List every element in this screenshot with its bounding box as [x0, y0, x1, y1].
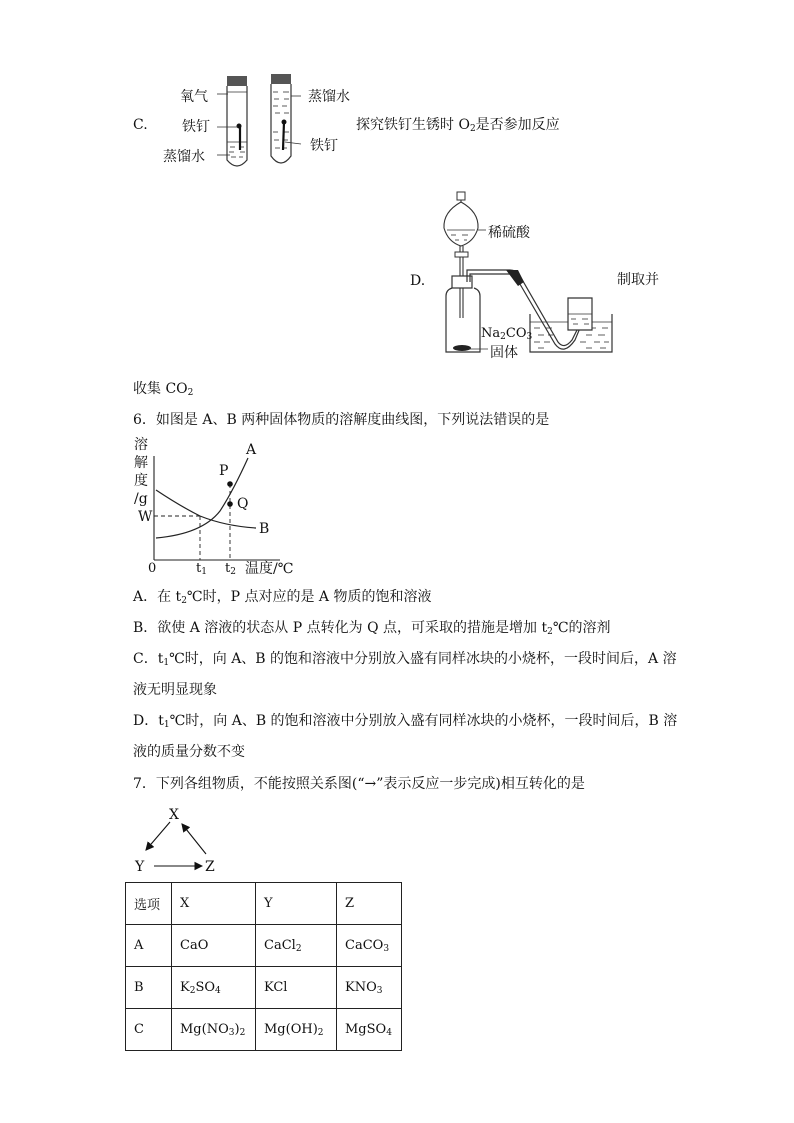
- gas-generation-apparatus: [440, 190, 625, 362]
- option-d-letter: D.: [410, 273, 426, 289]
- table-row: [126, 925, 402, 967]
- options-table: [125, 882, 402, 1051]
- option-d-description-part1: 制取并: [617, 272, 659, 288]
- right-tube: [271, 84, 291, 163]
- x-axis-label: 温度/℃: [245, 561, 294, 577]
- question-6-option-d-line2: 液的质量分数不变: [133, 744, 245, 760]
- table-cell-y: KCl: [256, 967, 337, 1009]
- table-header-cell: Z: [337, 883, 402, 925]
- question-6-option-c-line2: 液无明显现象: [133, 682, 217, 698]
- table-cell-option: B: [126, 967, 172, 1009]
- question-7-stem: 7．下列各组物质，不能按照关系图(“→”表示反应一步完成)相互转化的是: [133, 776, 585, 792]
- table-cell-x: $Mg(NO_3)_2$: [172, 1009, 256, 1051]
- label-curve-a: A: [246, 442, 257, 458]
- label-w: W: [138, 509, 153, 525]
- label-water-left: 蒸馏水: [163, 149, 205, 165]
- question-6-option-c-line1: C．$t_1℃$时，向 A、B 的饱和溶液中分别放入盛有同样冰块的小烧杯，一段时间后，A 溶: [133, 651, 677, 668]
- table-cell-z: CaCO$_3$: [337, 925, 402, 967]
- right-nail: [283, 122, 284, 150]
- table-header-cell: Y: [256, 883, 337, 925]
- node-x: X: [169, 807, 179, 823]
- table-row: [126, 967, 402, 1009]
- label-t1: $t_1$: [196, 561, 207, 577]
- table-header-cell: 选项: [126, 883, 172, 925]
- right-tube-water: [273, 92, 289, 148]
- arrow-z-to-x: [182, 824, 206, 854]
- option-d-description-part2: 收集 $CO_2$: [133, 381, 194, 398]
- label-solid: 固体: [490, 345, 518, 361]
- label-t2: $t_2$: [225, 561, 236, 577]
- label-curve-b: B: [259, 521, 270, 537]
- y-axis-label: 溶 解 度 /g: [134, 437, 148, 507]
- right-tube-stopper: [271, 74, 291, 84]
- arrow-x-to-y: [146, 822, 170, 850]
- label-na2co3: $Na_2CO_3$: [481, 326, 533, 342]
- table-cell-x: CaO: [172, 925, 256, 967]
- label-dilute-sulfuric-acid: 稀硫酸: [488, 225, 530, 241]
- label-water-right: 蒸馏水: [308, 89, 350, 105]
- rubber-stopper: [452, 276, 472, 288]
- left-tube-water: [229, 147, 245, 157]
- test-tubes-figure: [215, 72, 305, 177]
- table-header-cell: X: [172, 883, 256, 925]
- question-6-stem: 6．如图是 A、B 两种固体物质的溶解度曲线图，下列说法错误的是: [133, 412, 550, 428]
- left-tube-stopper: [227, 76, 247, 86]
- point-q: [227, 501, 233, 507]
- table-cell-y: CaCl$_2$: [256, 925, 337, 967]
- label-point-q: Q: [237, 496, 249, 512]
- table-cell-y: $Mg(OH)_2$: [256, 1009, 337, 1051]
- question-6-option-a: A．在 $t_2℃$时，P 点对应的是 A 物质的饱和溶液: [133, 589, 432, 606]
- table-cell-option: A: [126, 925, 172, 967]
- label-nail-right: 铁钉: [310, 138, 338, 154]
- label-origin: 0: [148, 561, 157, 576]
- question-6-option-b: B．欲使 A 溶液的状态从 P 点转化为 Q 点，可采取的措施是增加 $t_2℃$的溶剂: [133, 620, 611, 637]
- table-cell-x: $K_2SO_4$: [172, 967, 256, 1009]
- label-nail-left: 铁钉: [182, 119, 210, 135]
- separatory-funnel: [444, 200, 478, 246]
- label-oxygen: 氧气: [180, 89, 208, 105]
- option-c-description: 探究铁钉生锈时 $O_2$是否参加反应: [356, 117, 560, 134]
- table-header-row: [126, 883, 402, 925]
- node-y: Y: [135, 859, 145, 875]
- label-point-p: P: [219, 463, 229, 479]
- table-cell-option: C: [126, 1009, 172, 1051]
- option-c-letter: C.: [133, 117, 148, 133]
- table-cell-z: MgSO$_4$: [337, 1009, 402, 1051]
- question-6-option-d-line1: D．$t_1℃$时，向 A、B 的饱和溶液中分别放入盛有同样冰块的小烧杯，一段时间后，B 溶: [133, 713, 678, 730]
- node-z: Z: [205, 859, 215, 875]
- table-row: [126, 1009, 402, 1051]
- table-cell-z: $KNO_3$: [337, 967, 402, 1009]
- solid-na2co3: [453, 345, 471, 351]
- point-p: [227, 481, 233, 487]
